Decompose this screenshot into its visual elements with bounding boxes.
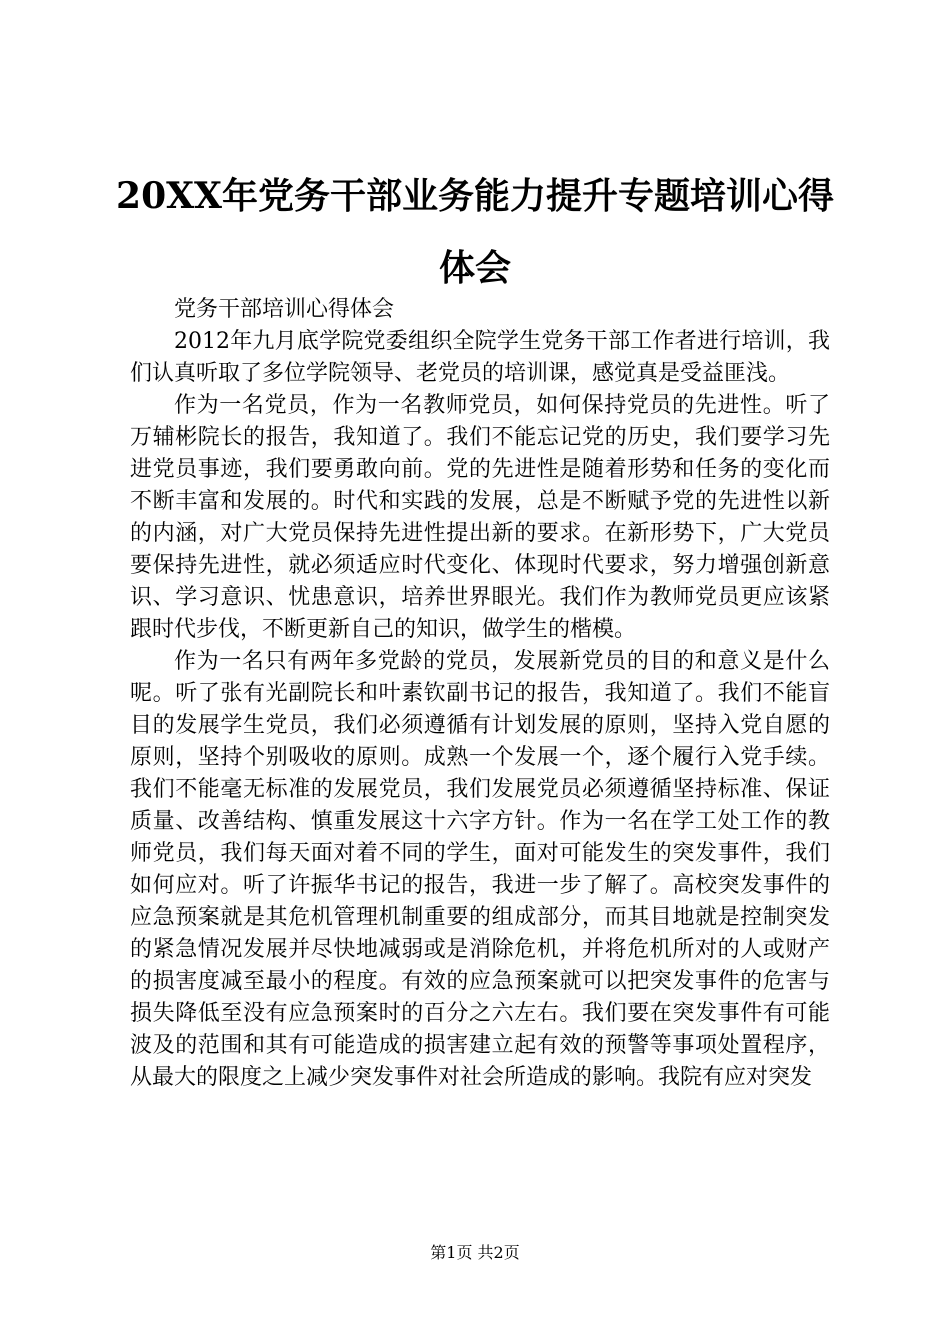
paragraph-3: 作为一名只有两年多党龄的党员，发展新党员的目的和意义是什么呢。听了张有光副院长和叶素钦副书记的报告，我知道了。我们不能盲目的发展学生党员，我们必须遵循有计划发展的原则，坚持入党自愿的原则，坚持个别吸收的原则。成熟一个发展一个，逐个履行入党手续。我们不能毫无标准的发展党员，我们发展党员必须遵循坚持标准、保证质量、改善结构、慎重发展这十六字方针。作为一名在学工处工作的教师党员，我们每天面对着不同的学生，面对可能发生的突发事件，我们如何应对。听了许振华书记的报告，我进一步了解了。高校突发事件的应急预案就是其危机管理机制重要的组成部分，而其目地就是控制突发的紧急情况发展并尽快地减弱或是消除危机，并将危机所对的人或财产的损害度减至最小的程度。有效的应急预案就可以把突发事件的危害与损失降低至没有应急预案时的百分之六左右。我们要在突发事件有可能波及的范围和其有可能造成的损害建立起有效的预警等事项处置程序，从最大的限度之上减少突发事件对社会所造成的影响。我院有应对突发 [130,649,830,1090]
document-body [130,294,830,1094]
document-title: 20XX年党务干部业务能力提升专题培训心得体会 [116,175,834,289]
page-number-footer: 第1页 共2页 [430,1243,520,1262]
paragraph-2: 作为一名党员，作为一名教师党员，如何保持党员的先进性。听了万辅彬院长的报告，我知道了。我们不能忘记党的历史，我们要学习先进党员事迹，我们要勇敢向前。党的先进性是随着形势和任务的变化而不断丰富和发展的。时代和实践的发展，总是不断赋予党的先进性以新的内涵，对广大党员保持先进性提出新的要求。在新形势下，广大党员要保持先进性，就必须适应时代变化、体现时代要求，努力增强创新意识、学习意识、忧患意识，培养世界眼光。我们作为教师党员更应该紧跟时代步伐，不断更新自己的知识，做学生的楷模。 [130,393,830,642]
document-subtitle: 党务干部培训心得体会 [174,297,395,322]
paragraph-1: 2012年九月底学院党委组织全院学生党务干部工作者进行培训，我们认真听取了多位学院领导、老党员的培训课，感觉真是受益匪浅。 [130,329,830,386]
